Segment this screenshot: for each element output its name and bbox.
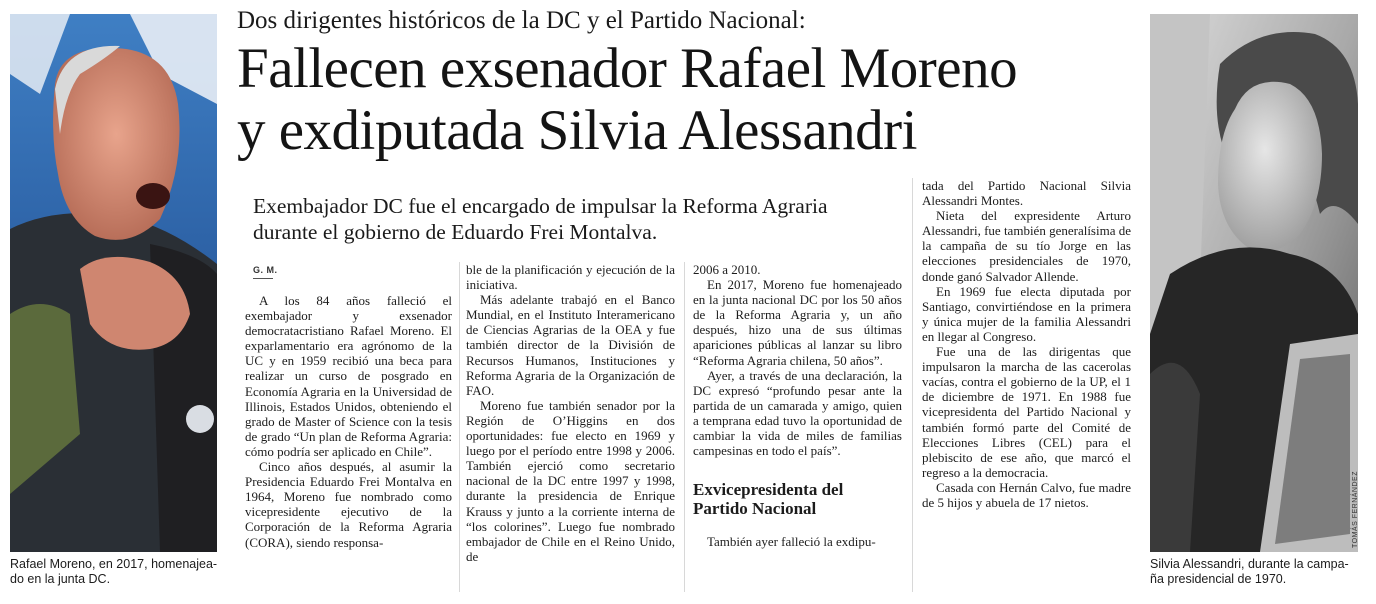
paragraph: Ayer, a través de una declaración, la DC expresó “profundo pesar ante la partida de un camarada y amigo, quien a temprana edad tuvo la oportunidad de cambiar la vida de miles de familias campesinas en todo el país”. [693,367,902,459]
paragraph: 2006 a 2010. [693,262,761,277]
byline: G. M. [253,265,278,275]
paragraph: Nieta del expresidente Arturo Alessandri, fue también generalísima de la campaña de su tío Jorge en las elecciones presidenciales de 1970, donde ganó Salvador Allende. [922,208,1131,284]
article-column-1 [245,293,452,593]
column-divider [912,178,913,592]
paragraph: Moreno fue también senador por la Región de O’Higgins en dos oportunidades: fue electo en 1969 y luego por el período entre 1998 y 2006. También ejerció como secretario nacional de la DC entre 1997 y 1998, durante la presidencia de Enrique Krauss y junto a la corriente interna de “los colorines”. Luego fue nombrado embajador de Chile en el Reino Unido, de [466,397,675,564]
section-subhead: Exvicepresidenta del Partido Nacional [693,480,844,519]
paragraph: Fue una de las dirigentas que impulsaron la marcha de las cacerolas vacías, contra el gobierno de la UP, el 1 de diciembre de 1971. En 1988 fue vicepresidenta del Partido Nacional y también formó parte del Comité de Elecciones Libres (CEL) para el plebiscito de ese año, que marcó el regreso a la democracia. [922,344,1131,480]
photo-rafael-moreno [10,14,217,552]
paragraph: tada del Partido Nacional Silvia Alessandri Montes. [922,178,1131,209]
paragraph: En 2017, Moreno fue homenajeado en la junta nacional DC por los 50 años de la Reforma Agraria y, un año después, hizo una de sus últimas apariciones públicas al lanzar su libro “Reforma Agraria chilena, 50 años”. [693,277,902,368]
column-divider [459,262,460,592]
column-divider [684,262,685,592]
paragraph: También ayer falleció la exdipu- [707,534,876,550]
article-column-4 [922,178,1131,594]
photo-silvia-alessandri-image [1150,14,1358,552]
paragraph: En 1969 fue electa diputada por Santiago, convirtiéndose en la primera y única mujer de la familia Alessandri en llegar al Congreso. [922,283,1131,344]
article-column-2 [466,262,675,594]
headline [237,38,1017,162]
article-column-3 [693,262,902,594]
deck-subtitle: Exembajador DC fue el encargado de impulsar la Reforma Agraria durante el gobierno de Eduardo Frei Montalva. [253,194,828,244]
paragraph: Cinco años después, al asumir la Presidencia Eduardo Frei Montalva en 1964, Moreno fue nombrado como vicepresidente ejecutivo de la Corporación de la Reforma Agraria (CORA), siendo responsa- [245,459,452,550]
photo-rafael-moreno-image [10,14,217,552]
headline-line-2: y exdiputada Silvia Alessandri [237,99,917,162]
paragraph: A los 84 años falleció el exembajador y exsenador democratacristiano Rafael Moreno. El exparlamentario era agrónomo de la UC y en 1959 recibió una beca para realizar un curso de posgrado en Economía Agraria en la Universidad de Illinois, Estados Unidos, obteniendo el grado de Master of Science con la tesis de grado “Un plan de Reforma Agraria: cómo podría ser aplicado en Chile”. [245,293,452,459]
paragraph: ble de la planificación y ejecución de la iniciativa. [466,262,675,293]
photo-credit: TOMÁS FERNÁNDEZ [1352,471,1359,548]
byline-rule [253,278,273,279]
photo-silvia-alessandri [1150,14,1358,552]
paragraph: Casada con Hernán Calvo, fue madre de 5 hijos y abuela de 17 nietos. [922,479,1131,510]
headline-line-1: Fallecen exsenador Rafael Moreno [237,37,1018,100]
paragraph: Más adelante trabajó en el Banco Mundial, en el Instituto Interamericano de Ciencias Agrarias de la OEA y fue también director de la División de Recursos Humanos, Instituciones y Reforma Agraria de la Organización de FAO. [466,292,675,398]
photo-caption-left: Rafael Moreno, en 2017, homenajea- do en la junta DC. [10,557,218,586]
kicker: Dos dirigentes históricos de la DC y el Partido Nacional: [237,7,806,34]
photo-caption-right: Silvia Alessandri, durante la campa- ña presidencial de 1970. [1150,557,1349,586]
